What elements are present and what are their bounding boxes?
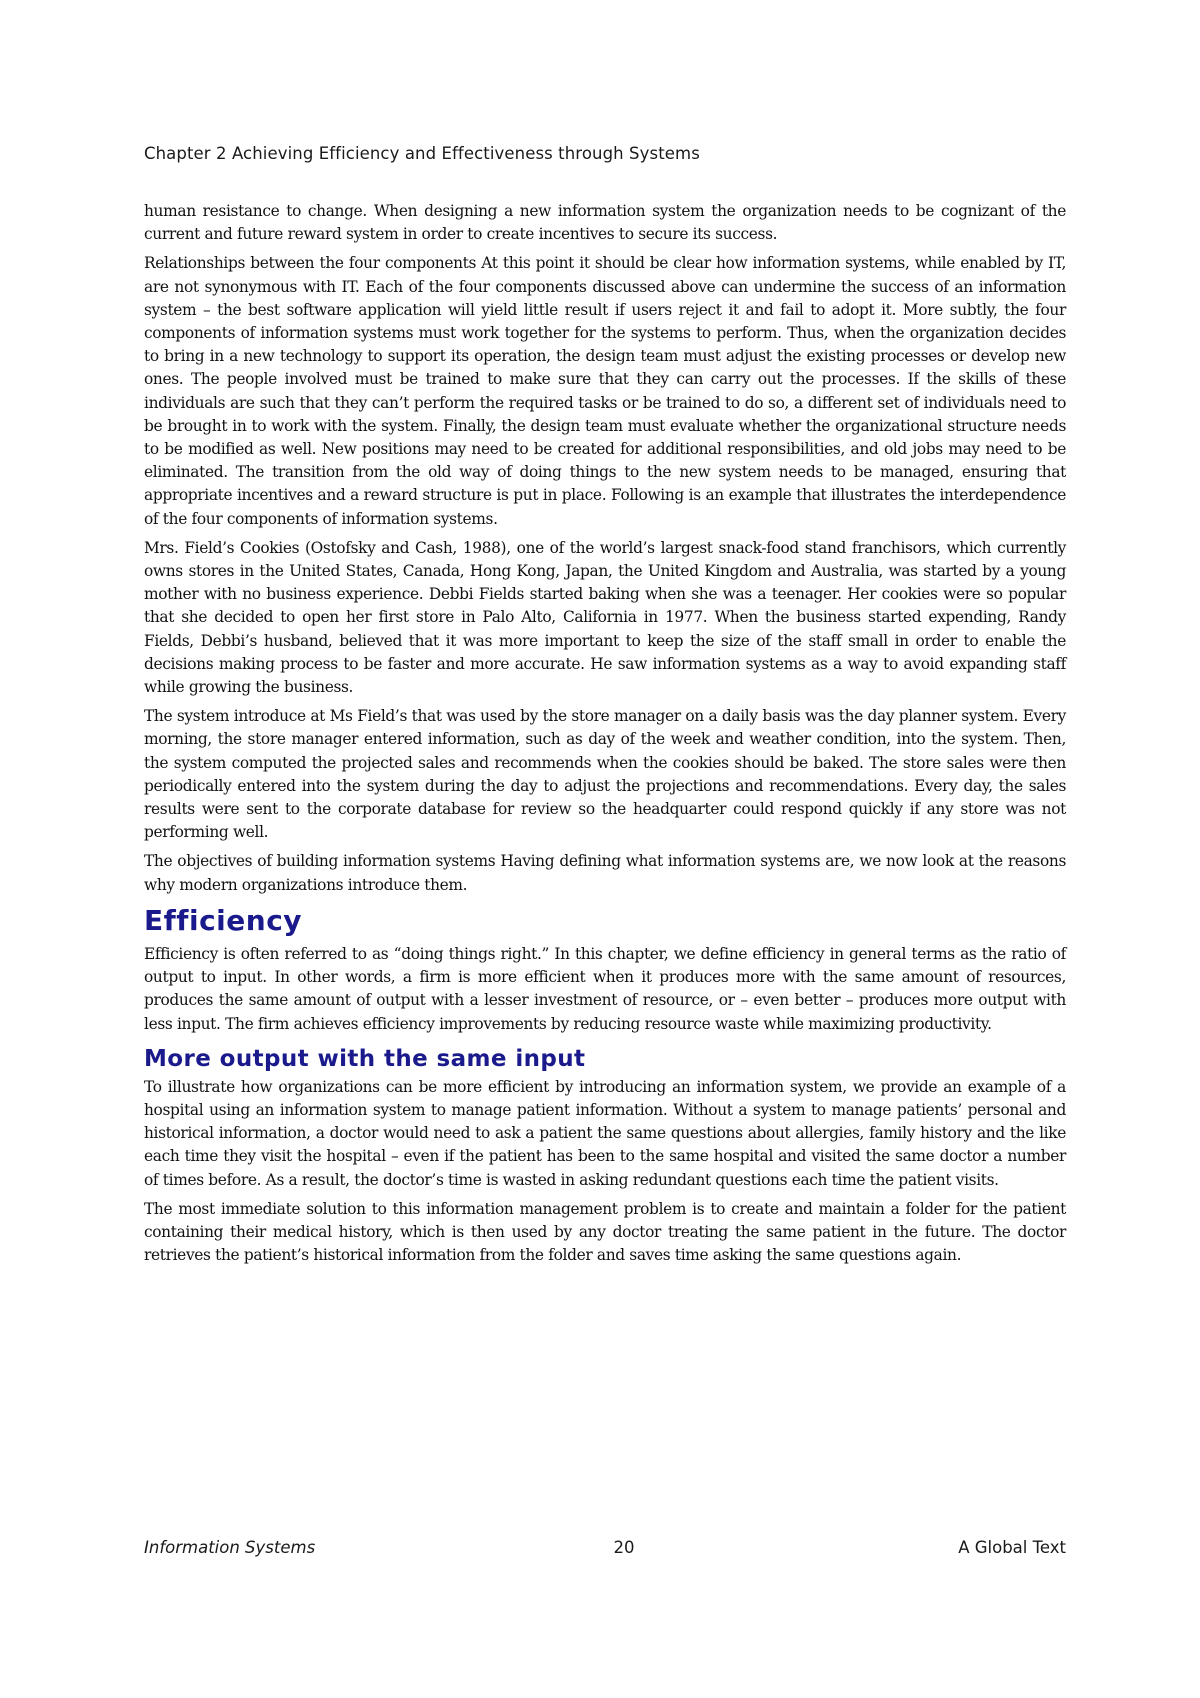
heading-more-output: More output with the same input	[144, 1045, 586, 1072]
paragraph-hospital-example: To illustrate how organizations can be more efficient by introducing an information system, we provide an example of a hospital using an information system to manage patient information. Without a system to manage patients’ personal and historical information, a doctor would need to ask a patient the same questions about allergies, family history and the like each time they visit the hospital – even if the patient has been to the same hospital and visited the same doctor a number of times before. As a result, the doctor’s time is wasted in asking redundant questions each time the patient visits.	[144, 1077, 1066, 1189]
paragraph-day-planner: The system introduce at Ms Field’s that was used by the store manager on a daily basis was the day planner system. Every morning, the store manager entered information, such as day of the week and weather condition, into the system. Then, the system computed the projected sales and recommends when the cookies should be baked. The store sales were then periodically entered into the system during the day to adjust the projections and recommendations. Every day, the sales results were sent to the corporate database for review so the headquarter could respond quickly if any store was not performing well.	[144, 707, 1066, 842]
paragraph-relationships: Relationships between the four components At this point it should be clear how information systems, while enabled by IT, are not synonymous with IT. Each of the four components discussed above can undermine the success of an information system – the best software application will yield little result if users reject it and fail to adopt it. More subtly, the four components of information systems must work together for the systems to perform. Thus, when the organization decides to bring in a new technology to support its operation, the design team must adjust the existing processes or develop new ones. The people involved must be trained to make sure that they can carry out the processes. If the skills of these individuals are such that they can’t perform the required tasks or be trained to do so, a different set of individuals need to be brought in to work with the system. Finally, the design team must evaluate whether the organizational structure needs to be modified as well. New positions may need to be created for additional responsibilities, and old jobs may need to be eliminated. The transition from the old way of doing things to the new system needs to be managed, ensuring that appropriate incentives and a reward structure is put in place. Following is an example that illustrates the interdependence of the four components of information systems.	[144, 254, 1066, 528]
paragraph-objectives: The objectives of building information systems Having defining what information systems are, we now look at the reasons why modern organizations introduce them.	[144, 852, 1066, 894]
footer-page-number: 20	[613, 1538, 635, 1557]
paragraph-folder-solution: The most immediate solution to this information management problem is to create and maintain a folder for the patient containing their medical history, which is then used by any doctor treating the same patient in the future. The doctor retrieves the patient’s historical information from the folder and saves time asking the same questions again.	[144, 1199, 1066, 1265]
paragraph-mrs-fields: Mrs. Field’s Cookies (Ostofsky and Cash, 1988), one of the world’s largest snack-food stand franchisors, which currently owns stores in the United States, Canada, Hong Kong, Japan, the United Kingdom and Australia, was started by a young mother with no business experience. Debbi Fields started baking when she was a teenager. Her cookies were so popular that she decided to open her first store in Palo Alto, California in 1977. When the business started expending, Randy Fields, Debbi’s husband, believed that it was more important to keep the size of the staff small in order to enable the decisions making process to be faster and more accurate. He saw information systems as a way to avoid expanding staff while growing the business.	[144, 538, 1066, 697]
page-footer	[144, 1538, 1066, 1562]
paragraph-efficiency: Efficiency is often referred to as “doing things right.” In this chapter, we define efficiency in general terms as the ratio of output to input. In other words, a firm is more efficient when it produces more with the same amount of resources, produces the same amount of output with a lesser investment of resource, or – even better – produces more output with less input. The firm achieves efficiency improvements by reducing resource waste while maximizing productivity.	[144, 944, 1066, 1033]
footer-publisher: A Global Text	[958, 1538, 1066, 1557]
running-header: Chapter 2 Achieving Efficiency and Effectiveness through Systems	[144, 144, 700, 163]
heading-efficiency: Efficiency	[144, 903, 303, 937]
paragraph-resistance: human resistance to change. When designing a new information system the organization needs to be cognizant of the current and future reward system in order to create incentives to secure its success.	[144, 202, 1066, 244]
footer-book-title: Information Systems	[144, 1538, 316, 1557]
body-text	[144, 200, 1066, 1273]
